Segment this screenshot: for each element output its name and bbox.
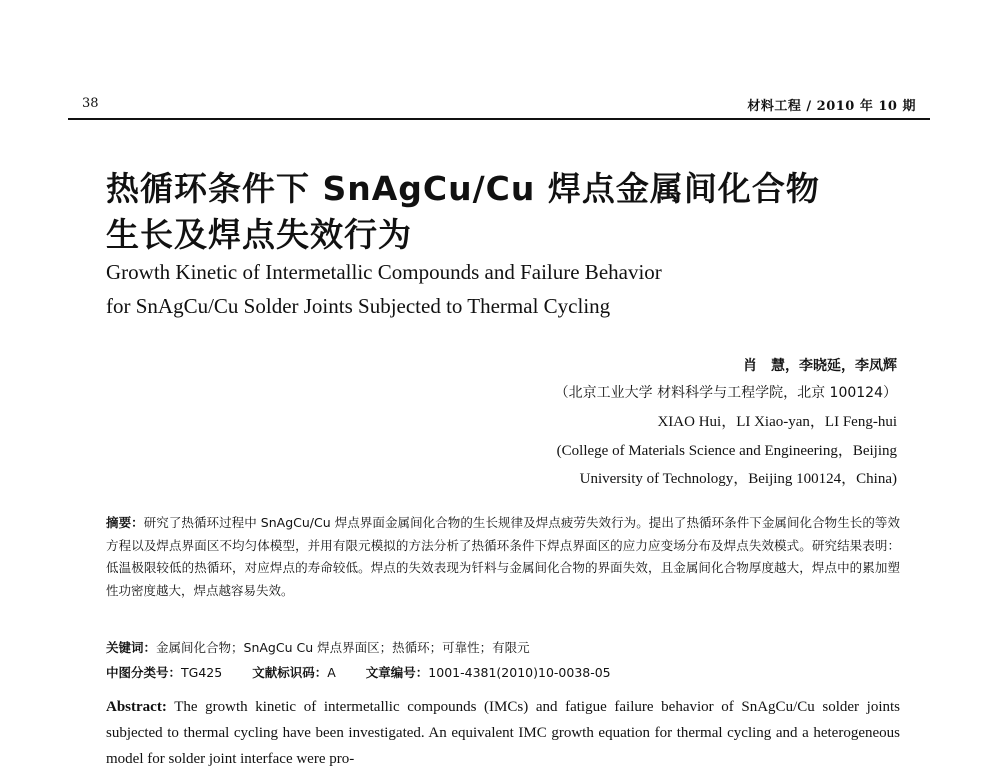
article-number-label: 文章编号： (365, 665, 429, 680)
authors-chinese: 肖 慧，李晓延，李凤辉 (743, 358, 897, 374)
title-english-line-2: for SnAgCu/Cu Solder Joints Subjected to Thermal Cycling (106, 294, 611, 318)
keywords-text: 金属间化合物；SnAgCu Cu 焊点界面区；热循环；可靠性；有限元 (156, 640, 530, 655)
page-number: 38 (82, 96, 99, 111)
authors-english: XIAO Hui，LI Xiao-yan，LI Feng-hui (657, 414, 897, 430)
title-chinese-line-2: 生长及焊点失效行为 (106, 215, 412, 254)
abstract-chinese (106, 512, 900, 602)
affiliation-chinese: （北京工业大学 材料科学与工程学院，北京 100124） (554, 385, 897, 401)
header-rule (68, 118, 930, 120)
clc-value: TG425 (181, 665, 223, 680)
keywords-label: 关键词： (106, 640, 157, 655)
keywords (106, 638, 530, 656)
title-chinese (106, 166, 820, 258)
title-english (106, 255, 662, 323)
clc-label: 中图分类号： (106, 665, 182, 680)
journal-running-head: 材料工程 / 2010 年 10 期 (747, 99, 916, 114)
affiliation-english-line-2: University of Technology，Beijing 100124，China) (579, 471, 897, 487)
title-chinese-line-1: 热循环条件下 SnAgCu/Cu 焊点金属间化合物 (106, 169, 820, 208)
doc-code-label: 文献标识码： (252, 665, 328, 680)
classification-line (106, 663, 611, 681)
affiliation-english-line-1: (College of Materials Science and Engineering，Beijing (556, 443, 897, 459)
abstract-chinese-text: 研究了热循环过程中 SnAgCu/Cu 焊点界面金属间化合物的生长规律及焊点疲劳失效行为。提出了热循环条件下金属间化合物生长的等效方程以及焊点界面区不均匀体模型，并用有限元模拟的方法分析了热循环条件下焊点界面区的应力应变场分布及焊点失效模式。研究结果表明：低温极限较低的热循环，对应焊点的寿命较低。焊点的失效表现为钎料与金属间化合物的界面失效，且金属间化合物厚度越大，焊点中的累加塑性功密度越大，焊点越容易失效。 (106, 515, 900, 598)
abstract-english (106, 694, 900, 772)
doc-code-value: A (327, 665, 336, 680)
article-number-value: 1001-4381(2010)10-0038-05 (428, 665, 611, 680)
abstract-english-text: The growth kinetic of intermetallic compounds (IMCs) and fatigue failure behavior of SnAgCu/Cu solder joints subjected to thermal cycling have been investigated. An equivalent IMC growth equation for thermal cycling and a heterogeneous model for solder joint interface were pro- (106, 699, 900, 767)
abstract-english-label: Abstract: (106, 699, 167, 715)
abstract-chinese-label: 摘要： (106, 515, 144, 530)
title-english-line-1: Growth Kinetic of Intermetallic Compounds and Failure Behavior (106, 260, 662, 284)
